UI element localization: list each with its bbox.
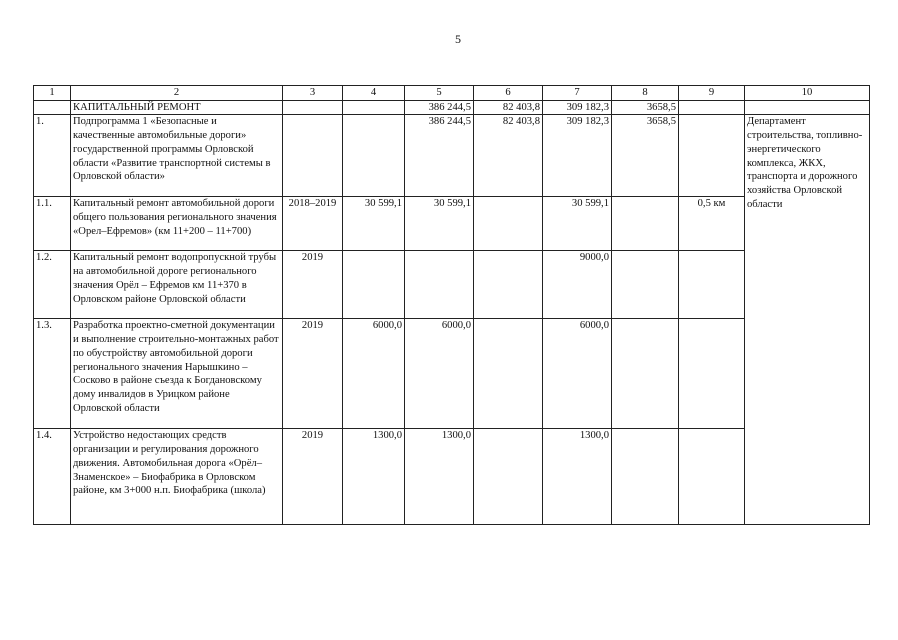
row-c9: 0,5 км <box>679 197 745 251</box>
header-cell: 8 <box>612 86 679 101</box>
total-c4 <box>343 100 405 115</box>
header-cell: 6 <box>474 86 543 101</box>
row-c4: 1300,0 <box>343 429 405 525</box>
row-c7: 6000,0 <box>543 319 612 429</box>
row-c9 <box>679 251 745 319</box>
header-cell: 7 <box>543 86 612 101</box>
program-table <box>33 85 870 525</box>
header-cell: 1 <box>34 86 71 101</box>
row-c7: 309 182,3 <box>543 115 612 197</box>
header-cell: 10 <box>745 86 870 101</box>
row-c8 <box>612 197 679 251</box>
total-c5: 386 244,5 <box>405 100 474 115</box>
row-c5: 386 244,5 <box>405 115 474 197</box>
row-c6 <box>474 319 543 429</box>
header-cell: 5 <box>405 86 474 101</box>
table-row <box>34 115 870 197</box>
row-c6 <box>474 251 543 319</box>
row-c4: 6000,0 <box>343 319 405 429</box>
row-c4: 30 599,1 <box>343 197 405 251</box>
total-c8: 3658,5 <box>612 100 679 115</box>
row-c5 <box>405 251 474 319</box>
row-number: 1.1. <box>34 197 71 251</box>
row-c9 <box>679 429 745 525</box>
row-c6 <box>474 429 543 525</box>
total-row <box>34 100 870 115</box>
total-num-cell <box>34 100 71 115</box>
header-cell: 2 <box>71 86 283 101</box>
table-row <box>34 197 870 251</box>
row-c4 <box>343 115 405 197</box>
row-c7: 1300,0 <box>543 429 612 525</box>
table-row <box>34 251 870 319</box>
row-c8 <box>612 429 679 525</box>
header-cell: 9 <box>679 86 745 101</box>
row-c5: 30 599,1 <box>405 197 474 251</box>
row-description: Подпрограмма 1 «Безопасные и качественные автомобильные дороги» государственной программы Орловской области «Развитие транспортной системы в Орловской области» <box>71 115 283 197</box>
row-c9 <box>679 115 745 197</box>
row-period <box>283 115 343 197</box>
row-period: 2019 <box>283 319 343 429</box>
row-c5: 1300,0 <box>405 429 474 525</box>
row-period: 2019 <box>283 251 343 319</box>
page-number: 5 <box>455 32 461 46</box>
row-c8 <box>612 319 679 429</box>
row-number: 1. <box>34 115 71 197</box>
row-c8: 3658,5 <box>612 115 679 197</box>
row-c8 <box>612 251 679 319</box>
table-row <box>34 429 870 525</box>
row-period: 2018–2019 <box>283 197 343 251</box>
row-number: 1.4. <box>34 429 71 525</box>
header-row <box>34 86 870 101</box>
row-c4 <box>343 251 405 319</box>
row-description: Капитальный ремонт автомобильной дороги общего пользования регионального значения «Орел–Ефремов» (км 11+200 – 11+700) <box>71 197 283 251</box>
total-c6: 82 403,8 <box>474 100 543 115</box>
total-c9 <box>679 100 745 115</box>
row-c6 <box>474 197 543 251</box>
row-number: 1.2. <box>34 251 71 319</box>
total-c3 <box>283 100 343 115</box>
row-description: Устройство недостающих средств организации и регулирования дорожного движения. Автомобильная дорога «Орёл–Знаменское» – Биофабрика в Орловском районе, км 3+000 н.п. Биофабрика (школа) <box>71 429 283 525</box>
row-c5: 6000,0 <box>405 319 474 429</box>
row-description: Капитальный ремонт водопропускной трубы на автомобильной дороге регионального значения Орёл – Ефремов км 11+370 в Орловском районе Орловской области <box>71 251 283 319</box>
table-row <box>34 319 870 429</box>
total-c10 <box>745 100 870 115</box>
row-c9 <box>679 319 745 429</box>
row-description: Разработка проектно-сметной документации и выполнение строительно-монтажных работ по обустройству автомобильной дороги регионального значения Нарышкино – Сосково в районе съезда к Богдановскому дому инвалидов в Урицком районе Орловской области <box>71 319 283 429</box>
header-cell: 3 <box>283 86 343 101</box>
total-label: КАПИТАЛЬНЫЙ РЕМОНТ <box>71 100 283 115</box>
row-number: 1.3. <box>34 319 71 429</box>
department-cell: Департамент строительства, топливно-энергетического комплекса, ЖКХ, транспорта и дорожного хозяйства Орловской области <box>745 115 870 525</box>
row-c7: 30 599,1 <box>543 197 612 251</box>
total-c7: 309 182,3 <box>543 100 612 115</box>
row-period: 2019 <box>283 429 343 525</box>
header-cell: 4 <box>343 86 405 101</box>
row-c7: 9000,0 <box>543 251 612 319</box>
row-c6: 82 403,8 <box>474 115 543 197</box>
